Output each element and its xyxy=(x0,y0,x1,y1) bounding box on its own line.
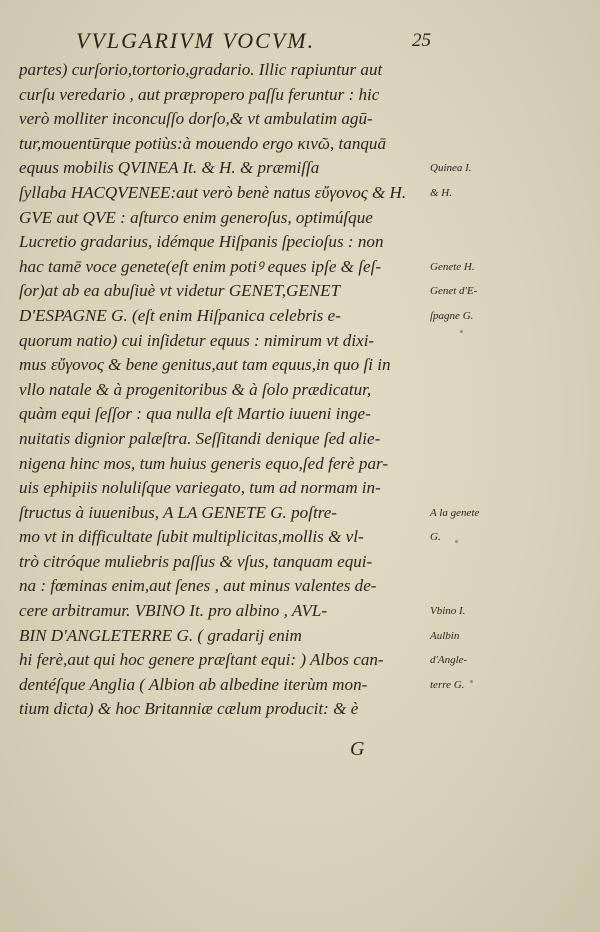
margin-note: terre G. xyxy=(430,679,465,691)
text-line: mo vt in difficultate ſubit multiplicitas,mollis & vl- xyxy=(19,527,364,547)
text-line: GVE aut QVE : aſturco enim generoſus, optimúſque xyxy=(19,207,373,227)
running-title: VVLGARIVM VOCVM. xyxy=(76,28,316,53)
margin-note: d'Angle- xyxy=(430,654,468,667)
text-line: nuitatis dignior palæſtra. Seſſitandi denique ſed alie- xyxy=(19,428,381,448)
text-line: trò citróque muliebris paſſus & vſus, tanquam equi- xyxy=(19,551,373,571)
margin-note: ſpagne G. xyxy=(430,310,474,322)
text-line: partes) curſorio,tortorio,gradario. Illic rapiuntur aut xyxy=(19,60,383,79)
text-line: quàm equi ſeſſor : qua nulla eſt Martio iuueni inge- xyxy=(19,404,371,424)
margin-note: Quinea I. xyxy=(430,162,472,175)
margin-note: G. xyxy=(430,531,441,544)
text-line: tur,mouentūrque potiùs:à mouendo ergo κινῶ, tanquā xyxy=(19,133,387,153)
text-line: verò molliter inconcuſſo dorſo,& vt ambulatim agū- xyxy=(19,109,373,129)
text-line: nigena hinc mos, tum huius generis equo,ſed ferè par- xyxy=(19,453,389,473)
text-line: dentéſque Anglia ( Albion ab albedine iterùm mon- xyxy=(19,674,368,694)
margin-note: Genet d'E- xyxy=(430,285,478,298)
margin-note: Genete H. xyxy=(430,260,475,273)
margin-note: Vbino I. xyxy=(430,605,466,618)
text-line: uis ephipiis noluliſque variegato, tum ad normam in- xyxy=(19,478,381,498)
text-line: Lucretio gradarius, idémque Hiſpanis ſpecioſus : non xyxy=(19,232,384,252)
text-line: equus mobilis QVINEA It. & H. & præmiſſa xyxy=(19,158,320,178)
text-line: D'ESPAGNE G. (eſt enim Hiſpanica celebris e- xyxy=(19,305,341,325)
text-line: mus εὔγονος & bene genitus,aut tam equus,in quo ſi in xyxy=(19,355,391,375)
text-line: curſu veredario , aut præpropero paſſu feruntur : hic xyxy=(19,84,380,104)
text-line: ſyllaba HACQVENEE:aut verò benè natus εὔγονος & H. xyxy=(19,182,407,202)
text-line: hi ferè,aut qui hoc genere præſtant equi: ) Albos can- xyxy=(19,650,384,670)
margin-note: Aulbin xyxy=(430,629,460,642)
text-line: ſtructus à iuuenibus, A LA GENETE G. poſtre- xyxy=(19,502,337,522)
paper-speck xyxy=(455,540,458,543)
text-line: cere arbitramur. VBINO It. pro albino , AVL- xyxy=(19,601,328,621)
text-line: BIN D'ANGLETERRE G. ( gradarij enim xyxy=(19,625,302,645)
text-line: na : fœminas enim,aut ſenes , aut minus valentes de- xyxy=(19,576,377,596)
text-line: hac tamē voce genete(eſt enim potiꝰ eques ipſe & ſeſ- xyxy=(19,256,382,276)
body-text xyxy=(19,58,431,722)
text-line: ſor)at ab ea abuſiuè vt videtur GENET,GENET xyxy=(19,281,341,301)
text-line: quorum natio) cui inſidetur equus : nimirum vt dixi- xyxy=(19,330,375,350)
paper-speck xyxy=(470,680,473,683)
text-line: tium dicta) & hoc Britanniæ cælum producit: & è xyxy=(19,699,359,719)
catchword: G xyxy=(350,738,365,760)
margin-note: & H. xyxy=(430,187,452,199)
page-number: 25 xyxy=(412,30,431,51)
margin-note: A la genete xyxy=(430,506,480,519)
text-line: vllo natale & à progenitoribus & à ſolo prædicatur, xyxy=(19,379,372,399)
paper-speck xyxy=(460,330,463,333)
